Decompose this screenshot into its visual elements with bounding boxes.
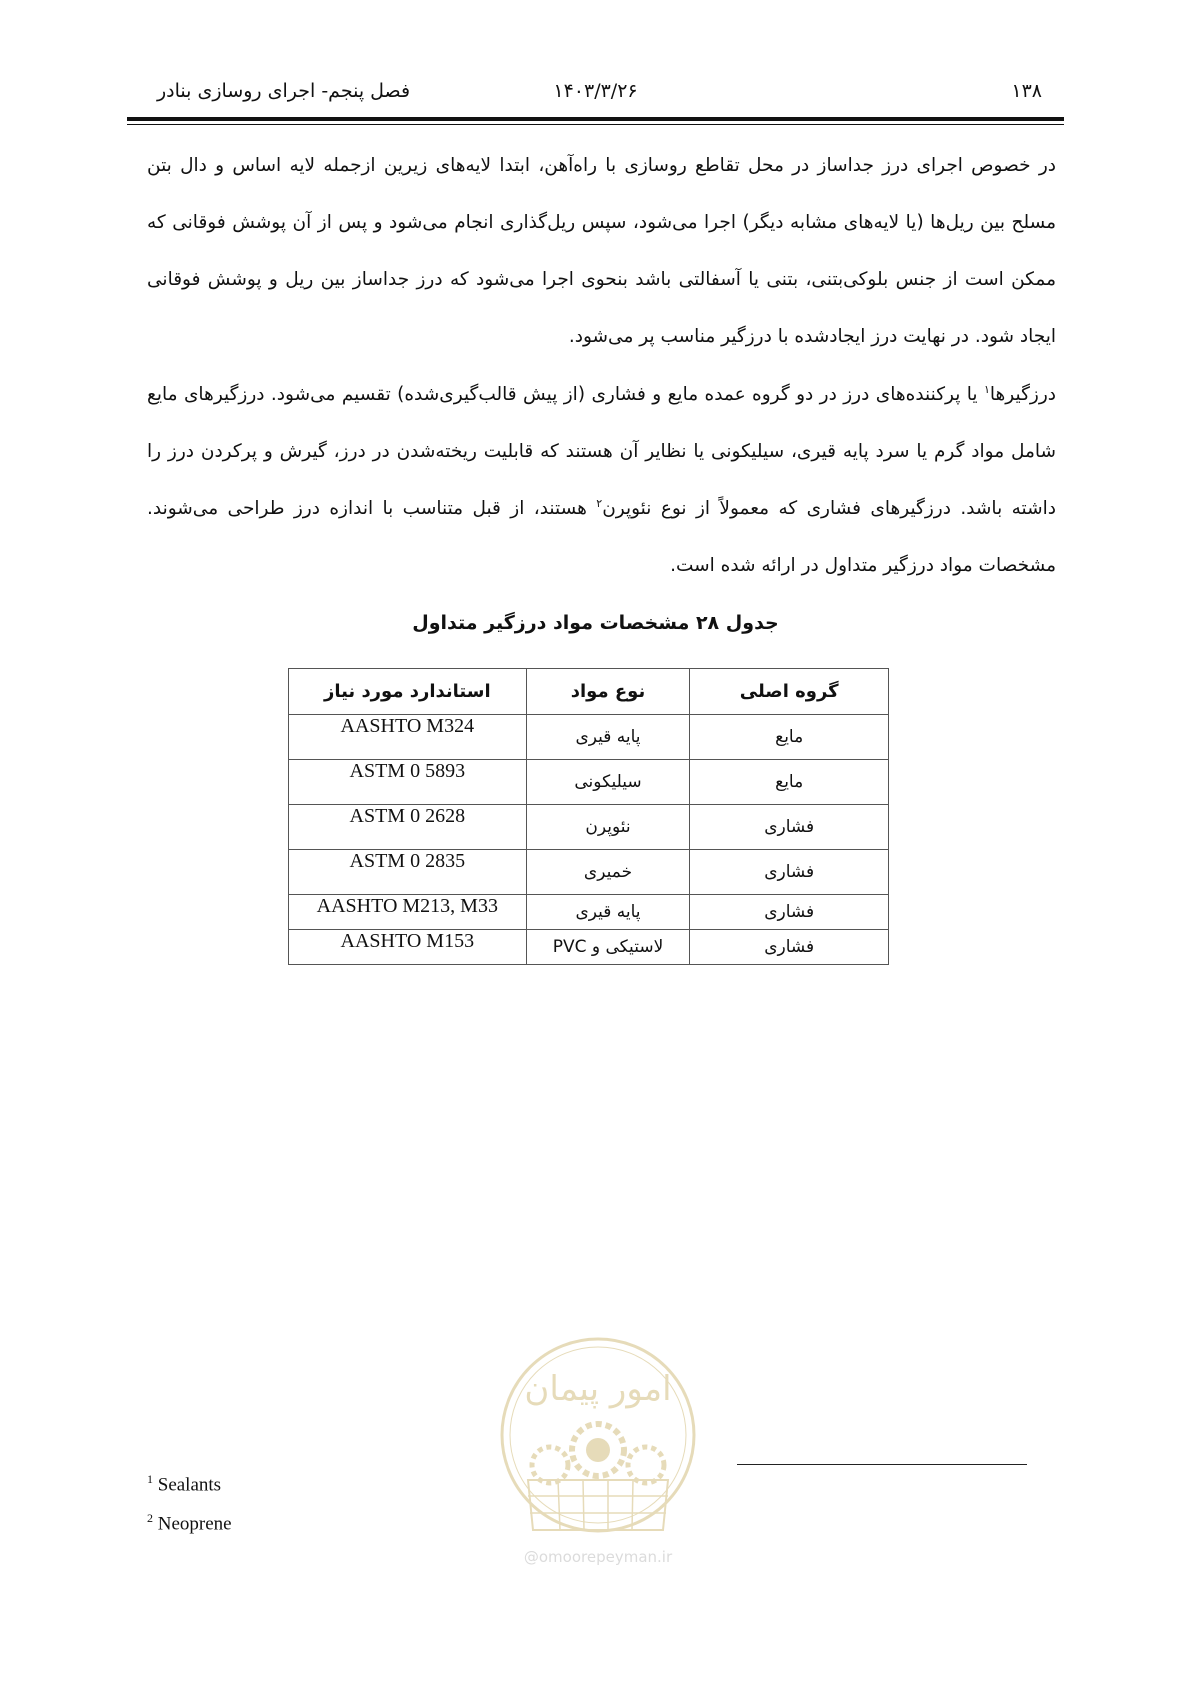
footnote-1-text: Sealants	[157, 1474, 222, 1496]
footnote-1-number: 1	[147, 1472, 153, 1486]
cell-material: خمیری	[526, 850, 690, 895]
header-rule-thin	[127, 124, 1064, 125]
footnote-2-number: 2	[147, 1511, 153, 1525]
cell-standard: AASHTO M213, M33	[289, 895, 527, 930]
cell-standard: AASHTO M324	[289, 715, 527, 760]
table-row	[289, 760, 889, 805]
svg-text:امور پیمان: امور پیمان	[524, 1369, 672, 1409]
cell-material: سیلیکونی	[526, 760, 690, 805]
cell-group: مایع	[690, 715, 889, 760]
footnote-2	[147, 1511, 232, 1535]
footnote-2-text: Neoprene	[157, 1513, 232, 1535]
paragraph-1: در خصوص اجرای درز جداساز در محل تقاطع روسازی با راه‌آهن، ابتدا لایه‌های زیرین ازجمله لایه اساس و دال بتن مسلح بین ریل‌ها (یا لایه‌های مشابه دیگر) اجرا می‌شود، سپس ریل‌گذاری انجام می‌شود و پس از آن پوشش فوقانی که ممکن است از جنس بلوکی‌بتنی، بتنی یا آسفالتی باشد بنحوی اجرا می‌شود که درز جداساز بین ریل و پوشش فوقانی ایجاد شود. در نهایت درز ایجادشده با درزگیر مناسب پر می‌شود.	[147, 155, 1056, 347]
header-rule-thick	[127, 117, 1064, 121]
chapter-title: فصل پنجم- اجرای روسازی بنادر	[157, 80, 411, 102]
footnote-separator	[737, 1464, 1027, 1465]
cell-standard: ASTM 0 2628	[289, 805, 527, 850]
header-material-type: نوع مواد	[526, 669, 690, 715]
cell-material: لاستیکی و PVC	[526, 930, 690, 965]
table-caption: جدول ۲۸ مشخصات مواد درزگیر متداول	[412, 612, 779, 634]
cell-group: فشاری	[690, 850, 889, 895]
cell-group: مایع	[690, 760, 889, 805]
cell-group: فشاری	[690, 805, 889, 850]
header-standard: استاندارد مورد نیاز	[289, 669, 527, 715]
header-date: ۱۴۰۳/۳/۲۶	[553, 80, 638, 102]
header-main-group: گروه اصلی	[690, 669, 889, 715]
table-header-row	[289, 669, 889, 715]
cell-group: فشاری	[690, 930, 889, 965]
footnote-ref-1[interactable]: ۱	[983, 382, 990, 396]
cell-material: پایه قیری	[526, 715, 690, 760]
paragraph-2-part-a: درزگیرها	[989, 384, 1056, 405]
table-row	[289, 895, 889, 930]
cell-material: نئوپرن	[526, 805, 690, 850]
paragraph-2	[147, 366, 1056, 594]
watermark-url: @omoorepeyman.ir	[523, 1548, 673, 1566]
page-header	[127, 76, 1064, 112]
page-number: ۱۳۸	[1011, 80, 1042, 102]
table-row	[289, 715, 889, 760]
cell-group: فشاری	[690, 895, 889, 930]
cell-standard: ASTM 0 5893	[289, 760, 527, 805]
cell-standard: AASHTO M153	[289, 930, 527, 965]
footnote-ref-2[interactable]: ۲	[596, 496, 603, 510]
paragraph-2-part-c: هستند، از قبل متناسب با اندازه درز طراحی می‌شوند. مشخصات مواد درزگیر متداول در ارائه شده است.	[147, 498, 1056, 576]
footnote-1	[147, 1472, 221, 1496]
table-row	[289, 930, 889, 965]
table-row	[289, 805, 889, 850]
cell-standard: ASTM 0 2835	[289, 850, 527, 895]
watermark-logo-svg	[488, 1330, 708, 1545]
table-row	[289, 850, 889, 895]
omoorepeyman-logo-icon	[488, 1330, 708, 1566]
sealant-table	[288, 668, 889, 965]
cell-material: پایه قیری	[526, 895, 690, 930]
paragraph-2-part-b: یا پرکننده‌های درز در دو گروه عمده مایع و فشاری (از پیش قالب‌گیری‌شده) تقسیم می‌شود. درزگیرهای مایع شامل مواد گرم یا سرد پایه قیری، سیلیکونی یا نظایر آن هستند که قابلیت ریخته‌شدن در درز، گیرش و پرکردن درز را داشته باشد. درزگیرهای فشاری که معمولاً از نوع نئوپرن	[147, 384, 1056, 519]
